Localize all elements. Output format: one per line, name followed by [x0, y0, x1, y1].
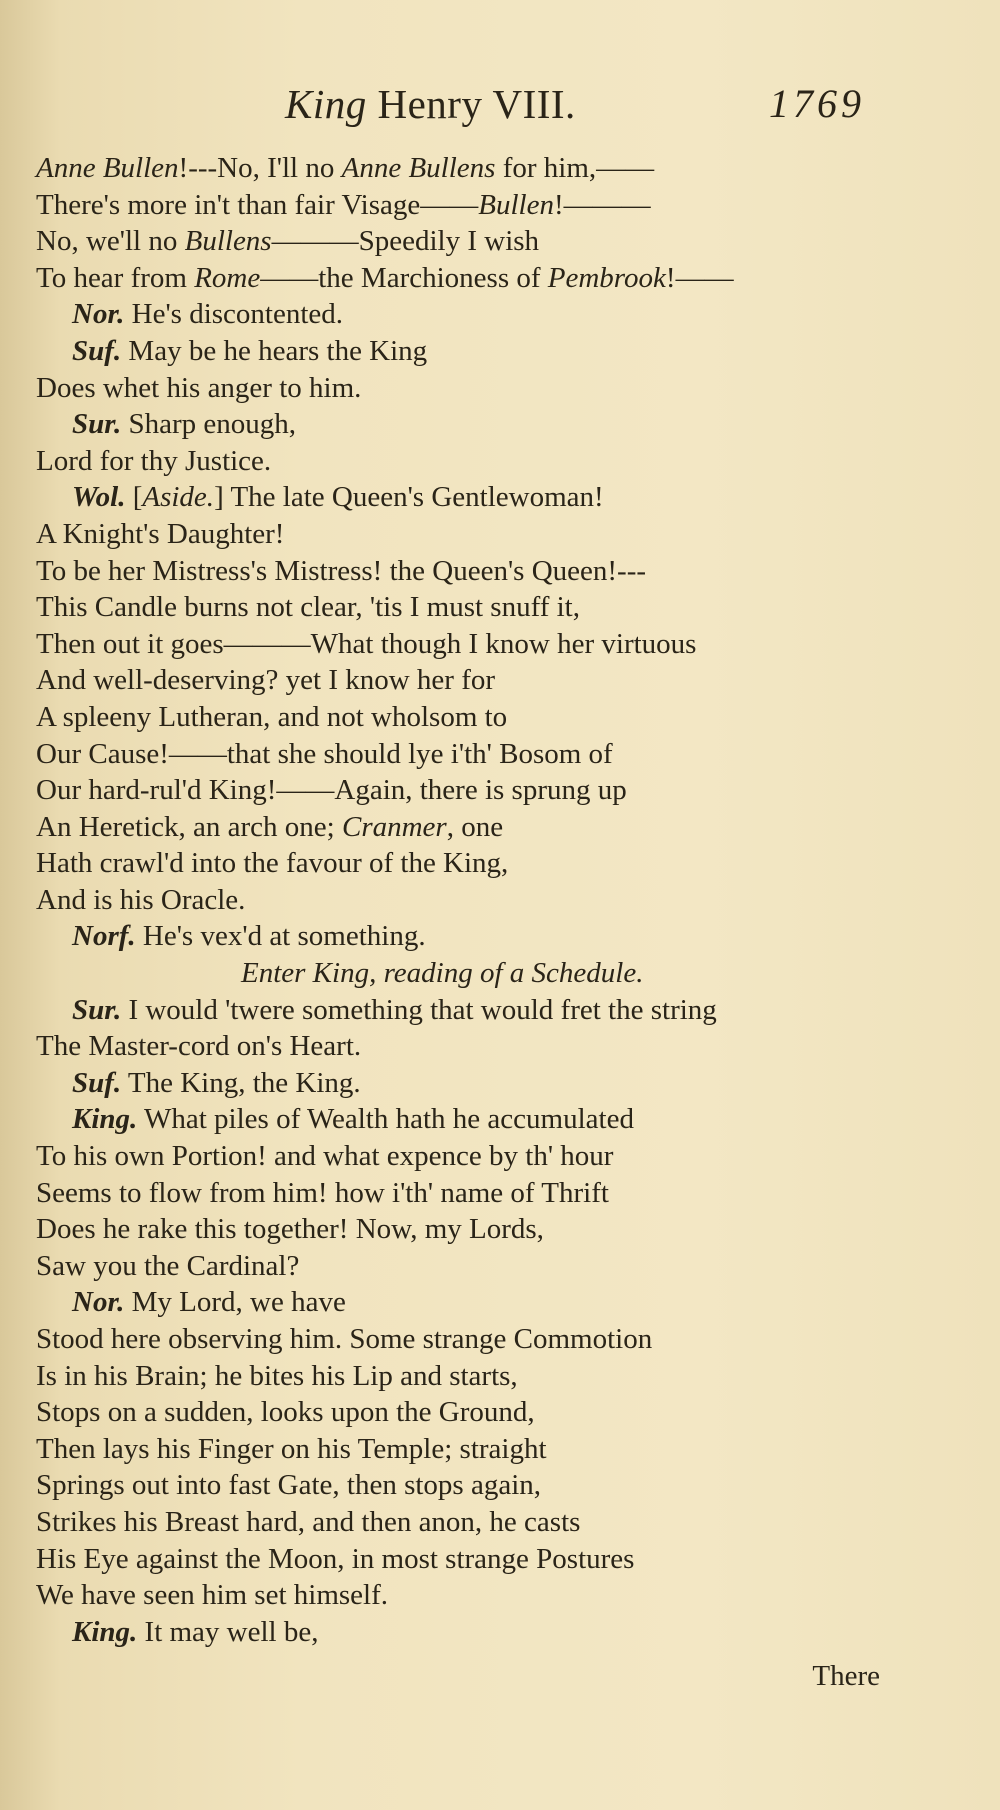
verse-line	[36, 1248, 906, 1285]
text-segment: ———Speedily I wish	[271, 225, 540, 258]
text-segment: There's more in't than fair Visage——	[36, 188, 479, 221]
text-segment: Bullens	[184, 225, 272, 258]
text-segment: It may well be,	[137, 1615, 319, 1648]
play-text	[36, 150, 906, 1650]
text-segment: Seems to flow from him! how i'th' name of Thrift	[36, 1176, 609, 1209]
text-segment: Then out it goes———What though I know her virtuous	[36, 627, 697, 660]
text-segment: !——	[665, 261, 734, 294]
verse-line	[36, 1467, 906, 1504]
verse-line	[36, 992, 906, 1029]
text-segment: Anne Bullens	[341, 152, 496, 184]
text-segment: Sharp enough,	[121, 408, 296, 441]
text-segment: !———	[553, 188, 651, 221]
text-segment: This Candle burns not clear, 'tis I must snuff it,	[36, 591, 580, 624]
speaker-name: Sur.	[72, 993, 122, 1026]
text-segment: ——the Marchioness of	[260, 261, 548, 294]
text-segment: A Knight's Daughter!	[36, 517, 285, 550]
page-header	[0, 80, 1000, 140]
verse-line	[36, 1358, 906, 1395]
speaker-name: Sur.	[72, 408, 122, 441]
text-segment: To hear from	[36, 261, 195, 294]
speaker-name: Suf.	[72, 334, 122, 367]
verse-line	[36, 662, 906, 699]
text-segment: Anne Bullen	[36, 152, 179, 184]
verse-line	[36, 845, 906, 882]
stage-direction	[36, 955, 906, 992]
text-segment: An Heretick, an arch one;	[36, 810, 342, 843]
text-segment: His Eye against the Moon, in most strange Postures	[36, 1542, 635, 1575]
text-segment: Bullen	[478, 188, 554, 221]
text-segment: And is his Oracle.	[36, 883, 246, 916]
verse-line	[36, 1028, 906, 1065]
text-segment: Does whet his anger to him.	[36, 371, 362, 404]
verse-line	[36, 296, 906, 333]
speaker-name: Norf.	[72, 920, 136, 953]
verse-line	[36, 626, 906, 663]
verse-line	[36, 772, 906, 809]
text-segment: The King, the King.	[121, 1066, 361, 1099]
text-segment: Springs out into fast Gate, then stops again,	[36, 1469, 542, 1502]
text-segment: Stops on a sudden, looks upon the Ground,	[36, 1396, 535, 1429]
speaker-name: Suf.	[72, 1066, 122, 1099]
verse-line	[36, 1504, 906, 1541]
text-segment: What piles of Wealth hath he accumulated	[137, 1103, 634, 1136]
verse-line	[36, 1175, 906, 1212]
verse-line	[36, 223, 906, 260]
text-segment: Aside.	[142, 481, 215, 514]
speaker-name: Nor.	[72, 298, 125, 331]
text-segment: A spleeny Lutheran, and not wholsom to	[36, 700, 508, 733]
speaker-name: Nor.	[72, 1286, 125, 1319]
text-segment: Then lays his Finger on his Temple; straight	[36, 1432, 547, 1465]
text-segment: Does he rake this together! Now, my Lords,	[36, 1213, 544, 1246]
page-number: 1769	[769, 81, 865, 126]
running-title: King Henry VIII.	[285, 81, 576, 127]
verse-line	[36, 187, 906, 224]
text-segment: Is in his Brain; he bites his Lip and starts,	[36, 1359, 518, 1392]
speaker-name: Wol.	[72, 481, 126, 514]
text-segment: He's discontented.	[124, 298, 344, 331]
speaker-name: King.	[72, 1103, 138, 1136]
text-segment: Our Cause!——that she should lye i'th' Bosom of	[36, 737, 613, 770]
verse-line	[36, 1211, 906, 1248]
text-segment: Stood here observing him. Some strange Commotion	[36, 1323, 653, 1355]
catchword: There	[812, 1660, 880, 1692]
speaker-name: King.	[72, 1615, 138, 1648]
text-segment: We have seen him set himself.	[36, 1579, 389, 1612]
verse-line	[36, 882, 906, 919]
text-segment: !---No, I'll no	[178, 152, 342, 184]
text-segment: To be her Mistress's Mistress! the Queen's Queen!---	[36, 554, 647, 587]
text-segment: Strikes his Breast hard, and then anon, he casts	[36, 1505, 581, 1538]
text-segment: May be he hears the King	[121, 334, 428, 367]
verse-line	[36, 370, 906, 407]
verse-line	[36, 809, 906, 846]
text-segment: Cranmer	[341, 810, 447, 843]
text-segment: Lord for thy Justice.	[36, 444, 272, 477]
verse-line	[36, 1101, 906, 1138]
verse-line	[36, 1321, 906, 1358]
text-segment: Rome	[194, 261, 261, 294]
text-segment: [	[125, 481, 143, 514]
verse-line	[36, 1394, 906, 1431]
text-segment: Saw you the Cardinal?	[36, 1249, 300, 1282]
verse-line	[36, 406, 906, 443]
verse-line	[36, 736, 906, 773]
verse-line	[36, 1138, 906, 1175]
text-segment: Pembrook	[547, 261, 666, 294]
verse-line	[36, 553, 906, 590]
text-segment: for him,——	[495, 152, 655, 184]
text-segment: He's vex'd at something.	[135, 920, 426, 953]
verse-line	[36, 1577, 906, 1614]
verse-line	[36, 479, 906, 516]
verse-line	[36, 150, 906, 187]
text-segment: , one	[446, 810, 504, 843]
verse-line	[36, 1541, 906, 1578]
verse-line	[36, 516, 906, 553]
text-segment: My Lord, we have	[124, 1286, 346, 1319]
text-segment: I would 'twere something that would fret the string	[121, 993, 717, 1026]
verse-line	[36, 443, 906, 480]
verse-line	[36, 918, 906, 955]
verse-line	[36, 1284, 906, 1321]
text-segment: Hath crawl'd into the favour of the King,	[36, 847, 509, 880]
text-segment: The Master-cord on's Heart.	[36, 1030, 362, 1063]
text-segment: And well-deserving? yet I know her for	[36, 664, 496, 697]
verse-line	[36, 699, 906, 736]
text-segment: Our hard-rul'd King!——Again, there is sprung up	[36, 774, 627, 807]
verse-line	[36, 589, 906, 626]
text-segment: No, we'll no	[36, 225, 185, 258]
text-segment: ] The late Queen's Gentlewoman!	[214, 481, 604, 514]
verse-line	[36, 1614, 906, 1651]
verse-line	[36, 333, 906, 370]
verse-line	[36, 260, 906, 297]
text-segment: Enter King, reading of a Schedule.	[241, 957, 644, 990]
text-segment: To his own Portion! and what expence by th' hour	[36, 1140, 614, 1173]
verse-line	[36, 1431, 906, 1468]
verse-line	[36, 1065, 906, 1102]
